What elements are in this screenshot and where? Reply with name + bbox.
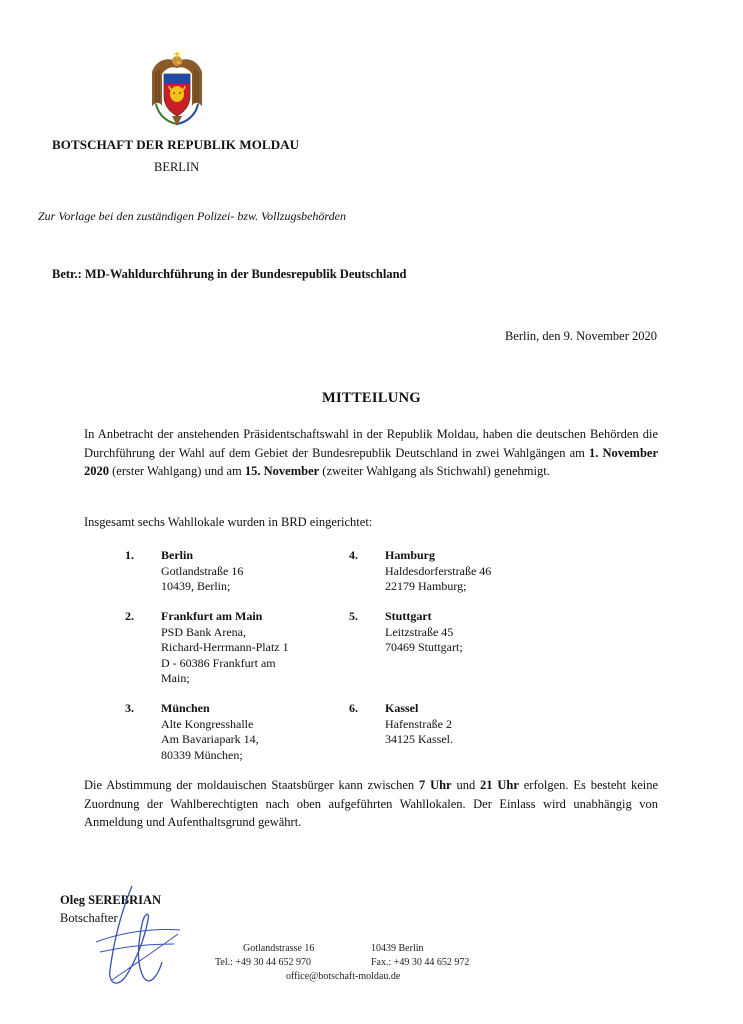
addressee-line: Zur Vorlage bei den zuständigen Polizei- bzw. Vollzugsbehörden — [38, 209, 346, 223]
intro-text-2: (erster Wahlgang) und am — [109, 464, 245, 478]
location-number: 6. — [349, 701, 358, 715]
embassy-city: BERLIN — [154, 160, 200, 174]
intro-text-3: (zweiter Wahlgang als Stichwahl) genehmigt. — [319, 464, 550, 478]
intro-text-1: In Anbetracht der anstehenden Präsidentschaftswahl in der Republik Moldau, haben die deutschen Behörden die Durchführung der Wahl auf dem Gebiet der Bundesrepublik Deutschland in zwei Wahlgängen am — [84, 427, 658, 460]
location-number: 3. — [125, 701, 134, 715]
location-number: 1. — [125, 548, 134, 562]
location-number: 2. — [125, 609, 134, 623]
closing-text-1: Die Abstimmung der moldauischen Staatsbürger kann zwischen — [84, 778, 419, 792]
handwritten-signature — [92, 880, 184, 992]
coat-of-arms-emblem — [148, 52, 206, 128]
footer-email: office@botschaft-moldau.de — [286, 971, 401, 982]
location-line: Main; — [161, 671, 190, 686]
second-round-date: 15. November — [244, 464, 320, 478]
footer-street: Gotlandstrasse 16 — [243, 943, 315, 954]
subject-line: Betr.: MD-Wahldurchführung in der Bundesrepublik Deutschland — [52, 267, 407, 281]
location-city: Stuttgart — [385, 609, 432, 623]
footer-fax: Fax.: +49 30 44 652 972 — [371, 957, 470, 968]
location-line: D - 60386 Frankfurt am — [161, 655, 276, 670]
location-city: Hamburg — [385, 548, 436, 562]
location-line: 22179 Hamburg; — [385, 579, 467, 594]
location-line: 34125 Kassel. — [385, 732, 453, 747]
location-line: PSD Bank Arena, — [161, 624, 246, 639]
location-line: Gotlandstraße 16 — [161, 563, 244, 578]
footer-telephone: Tel.: +49 30 44 652 970 — [215, 957, 312, 968]
opening-time: 7 Uhr — [418, 778, 452, 792]
location-city: Frankfurt am Main — [161, 609, 263, 623]
first-round-date: 1. November 2020 — [84, 445, 658, 478]
closing-text-3: erfolgen. Es besteht keine Zuordnung der Wahlberechtigten nach oben aufgeführten Wahllokalen. Der Einlass wird unabhängig von Anmeldung und Aufenthaltsgrund gewährt. — [84, 778, 659, 829]
location-line: Richard-Herrmann-Platz 1 — [161, 640, 289, 655]
location-line: 10439, Berlin; — [161, 579, 231, 594]
location-line: 70469 Stuttgart; — [385, 640, 463, 655]
locations-intro: Insgesamt sechs Wahllokale wurden in BRD eingerichtet: — [84, 515, 373, 529]
location-number: 4. — [349, 548, 358, 562]
letter-date: Berlin, den 9. November 2020 — [504, 329, 657, 343]
location-line: Alte Kongresshalle — [161, 716, 254, 731]
location-line: Am Bavariapark 14, — [161, 732, 259, 747]
location-city: Kassel — [385, 701, 419, 715]
signatory-role: Botschafter — [60, 911, 118, 925]
location-line: Haldesdorferstraße 46 — [385, 563, 492, 578]
closing-time: 21 Uhr — [480, 778, 519, 792]
location-city: Berlin — [161, 548, 193, 562]
location-line: Hafenstraße 2 — [385, 716, 452, 731]
closing-text-2: und — [451, 778, 481, 792]
embassy-name: BOTSCHAFT DER REPUBLIK MOLDAU — [52, 137, 300, 152]
document-title: MITTEILUNG — [322, 390, 421, 406]
closing-paragraph — [84, 776, 658, 832]
location-line: Leitzstraße 45 — [385, 624, 454, 639]
footer-postcode-city: 10439 Berlin — [371, 943, 424, 954]
location-line: 80339 München; — [161, 747, 243, 762]
signatory-name: Oleg SEREBRIAN — [60, 893, 162, 907]
location-number: 5. — [349, 609, 358, 623]
intro-paragraph — [84, 425, 658, 481]
location-city: München — [161, 701, 210, 715]
